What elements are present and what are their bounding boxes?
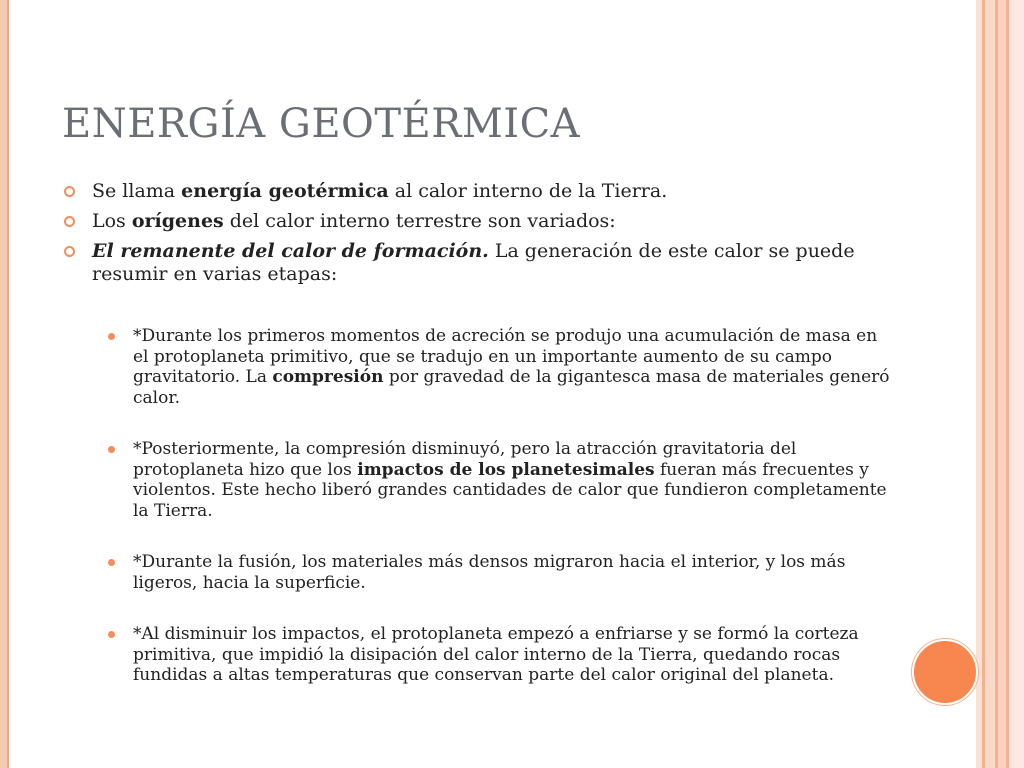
bullet-origins [62,210,882,233]
dot-bullet-icon [108,631,115,638]
bullet-text: Se llama [92,180,182,202]
dot-bullet-icon [108,446,115,453]
ring-bullet-icon [64,216,75,227]
bullet-text: Los [92,210,132,232]
sub-bullet-fusion [100,552,890,593]
bullet-text: al calor interno de la Tierra. [388,180,668,202]
sub-bullet-text: *Al disminuir los impactos, el protoplaneta empezó a enfriarse y se formó la corteza primitiva, que impidió la disipación del calor interno de la Tierra, quedando rocas fundidas a altas temperaturas que conservan parte del calor original del planeta. [133,624,859,685]
decorative-orange-circle [912,639,978,705]
dot-bullet-icon [108,333,115,340]
sub-bullet-bold-term: impactos de los planetesimales [357,459,655,480]
sub-bullet-text: por gravedad de la gigantesca masa de materiales generó calor. [133,367,890,408]
ring-bullet-icon [64,186,75,197]
slide-left-border [0,0,9,768]
sub-bullet-bold-term: compresión [272,367,384,387]
bullet-definition [62,180,882,203]
dot-bullet-icon [108,559,115,566]
bullet-text: del calor interno terrestre son variados: [223,210,616,232]
bullet-bold-term: orígenes [131,210,224,232]
sub-bullet-text: fueran más frecuentes y violentos. Este hecho liberó grandes cantidades de calor que fundieron completamente la Tierra. [133,459,887,521]
sub-bullet-cooling [100,624,890,686]
sub-bullet-text: *Durante la fusión, los materiales más densos migraron hacia el interior, y los más ligeros, hacia la superficie. [133,552,846,593]
slide-title: ENERGÍA GEOTÉRMICA [62,101,581,147]
sub-bullet-list [100,326,890,717]
ring-bullet-icon [64,246,75,257]
bullet-text: La generación de este calor se puede resumir en varias etapas: [92,240,855,285]
bullet-formation-heat [62,240,882,286]
sub-bullet-text: *Durante los primeros momentos de acreción se produjo una acumulación de masa en el protoplaneta primitivo, que se tradujo en un importante aumento de su campo gravitatorio. La [133,326,878,387]
bullet-bold-italic-term: El remanente del calor de formación. [92,240,489,262]
sub-bullet-text: *Posteriormente, la compresión disminuyó, pero la atracción gravitatoria del protoplaneta hizo que los [133,439,797,480]
slide-right-border [976,0,1024,768]
sub-bullet-accretion [100,326,890,408]
main-bullet-list [62,180,882,293]
bullet-bold-term: energía geotérmica [181,180,389,202]
sub-bullet-impacts [100,439,890,521]
